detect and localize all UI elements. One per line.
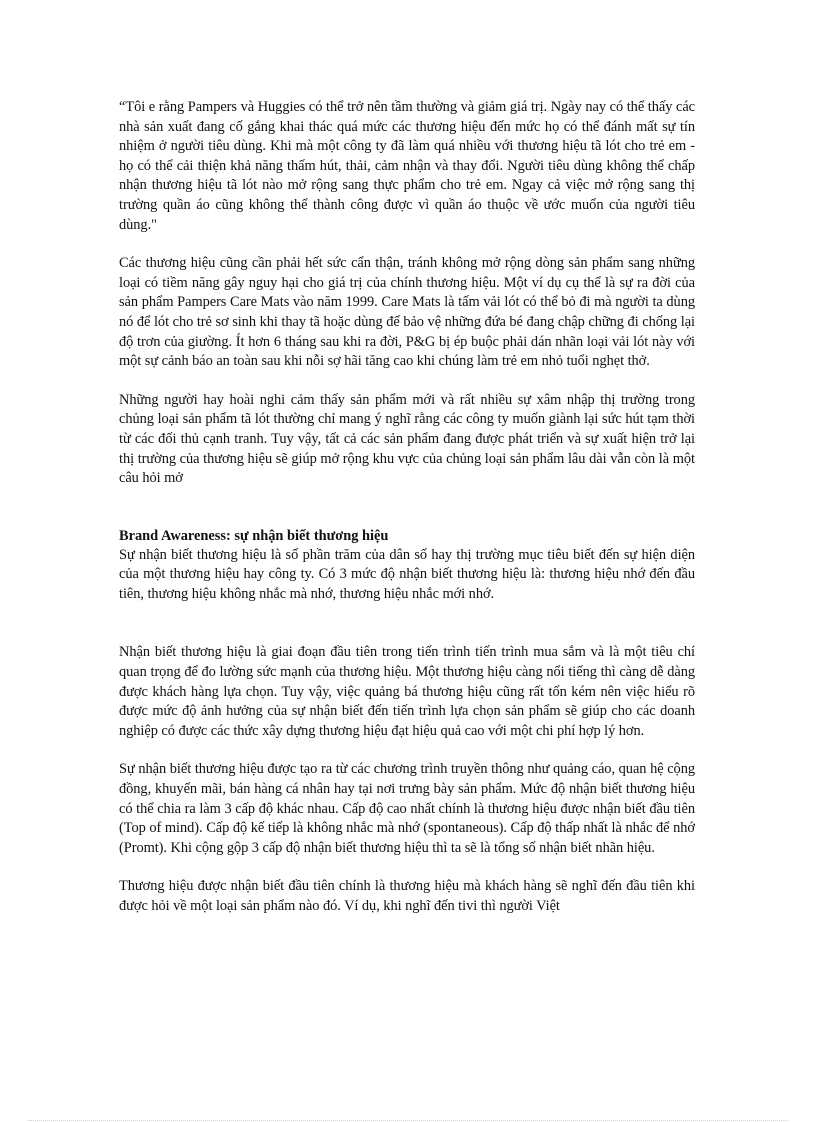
awareness-stage-paragraph: Nhận biết thương hiệu là giai đoạn đầu tiên trong tiến trình tiến trình mua sắm và là một tiêu chí quan trọng để đo lường sức mạnh của thương hiệu. Một thương hiệu càng nổi tiếng thì càng dễ dàng được khách hàng lựa chọn. Tuy vậy, việc quảng bá thương hiệu cũng rất tốn kém nên việc hiểu rõ được mức độ ảnh hưởng của sự nhận biết đến tiến trình lựa chọn sản phẩm sẽ giúp cho các doanh nghiệp có được các thức xây dựng thương hiệu đạt hiệu quả cao với một chi phí hợp lý hơn. (119, 644, 695, 739)
awareness-levels-paragraph: Sự nhận biết thương hiệu được tạo ra từ các chương trình truyền thông như quảng cáo, quan hệ cộng đồng, khuyến mãi, bán hàng cá nhân hay tại nơi trưng bày sản phẩm. Mức độ nhận biết thương hiệu có thể chia ra làm 3 cấp độ khác nhau. Cấp độ cao nhất chính là thương hiệu được nhận biết đầu tiên (Top of mind). Cấp độ kế tiếp là không nhắc mà nhớ (spontaneous). Cấp độ thấp nhất là nhắc để nhớ (Promt). Khi cộng gộp 3 cấp độ nhận biết thương hiệu thì ta sẽ là tổng số nhận biết nhãn hiệu. (119, 761, 695, 856)
paragraph-spacer (119, 858, 695, 877)
paragraph-spacer (119, 741, 695, 760)
awareness-definition-paragraph: Sự nhận biết thương hiệu là số phần trăm của dân số hay thị trường mục tiêu biết đến sự hiện diện của một thương hiệu hay công ty. Có 3 mức độ nhận biết thương hiệu là: thương hiệu nhớ đến đầu tiên, thương hiệu không nhắc mà nhớ, thương hiệu nhắc mới nhớ. (119, 546, 695, 602)
skeptics-paragraph: Những người hay hoài nghi cảm thấy sản phẩm mới và rất nhiều sự xâm nhập thị trường trong chủng loại sản phẩm tã lót thường chỉ mang ý nghĩ rằng các công ty muốn giành lại sức hút tạm thời từ các đối thủ cạnh tranh. Tuy vậy, tất cả các sản phẩm đang được phát triển và sự xuất hiện trở lại thị trường của thương hiệu sẽ giúp mở rộng khu vực của chủng loại sản phẩm lâu dài vẫn còn là một câu hỏi mở (119, 391, 695, 487)
section-heading: Brand Awareness: sự nhận biết thương hiệu (119, 527, 389, 544)
top-of-mind-paragraph: Thương hiệu được nhận biết đầu tiên chính là thương hiệu mà khách hàng sẽ nghĩ đến đầu tiên khi được hỏi về một loại sản phẩm nào đó. Ví dụ, khi nghĩ đến tivi thì người Việt (119, 878, 695, 914)
care-mats-paragraph: Các thương hiệu cũng cần phải hết sức cẩn thận, tránh không mở rộng dòng sản phẩm sang những loại có tiềm năng gây nguy hại cho giá trị của chính thương hiệu. Một ví dụ cụ thể là sự ra đời của sản phẩm Pampers Care Mats vào năm 1999. Care Mats là tấm vải lót có thể bỏ đi mà người ta dùng nó để lót cho trẻ sơ sinh khi thay tã hoặc dùng để bảo vệ những đứa bé đang chập chững đi chống lại độ trơn của giường. Ít hơn 6 tháng sau khi ra đời, P&G bị ép buộc phải dán nhãn loại vải lót này với một sự cảnh báo an toàn sau khi nỗi sợ hãi tăng cao khi chúng làm trẻ em nhỏ tuổi nghẹt thở. (119, 255, 695, 370)
quote-paragraph: “Tôi e rằng Pampers và Huggies có thể trở nên tầm thường và giảm giá trị. Ngày nay có thể thấy các nhà sản xuất đang cố gắng khai thác quá mức các thương hiệu đến mức họ có thể đánh mất sự tín nhiệm ở người tiêu dùng. Khi mà một công ty đã làm quá nhiều với thương hiệu tã lót cho trẻ em - họ có thể cải thiện khả năng thấm hút, thải, cảm nhận và thay đổi. Người tiêu dùng không thể chấp nhận thương hiệu tã lót nào mở rộng sang thực phẩm cho trẻ em. Ngay cả việc mở rộng sang thị trường quần áo cũng không thể thành công được vì quần áo thuộc về ước muốn của người tiêu dùng." (119, 99, 695, 233)
page-bottom-border (28, 1120, 788, 1121)
paragraph-spacer (119, 489, 695, 527)
paragraph-spacer (119, 235, 695, 254)
document-page (119, 98, 695, 917)
paragraph-spacer (119, 604, 695, 643)
paragraph-spacer (119, 372, 695, 391)
